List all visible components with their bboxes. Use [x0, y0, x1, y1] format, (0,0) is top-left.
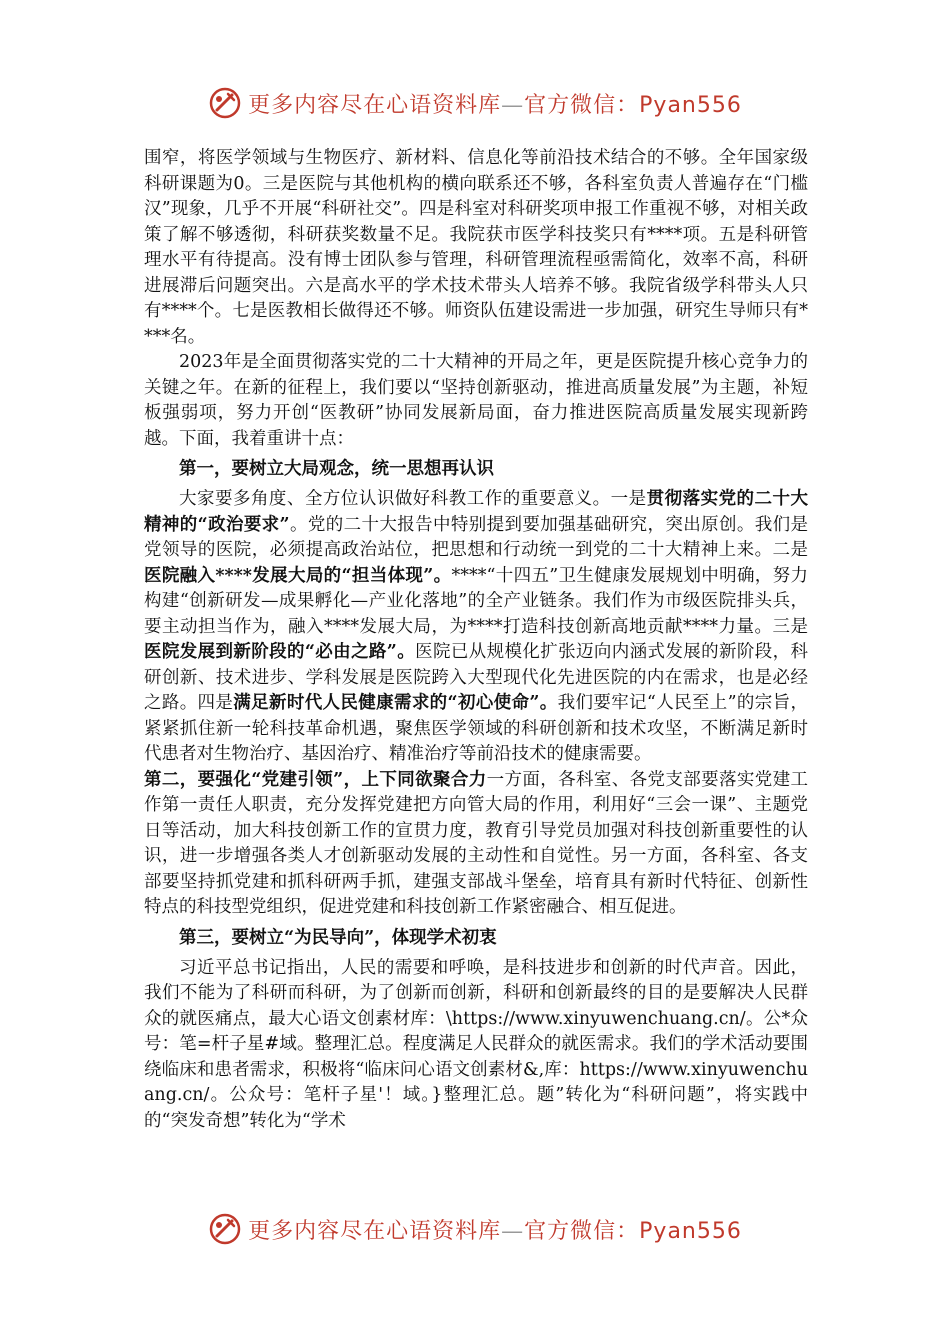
banner-wechat-label: 官方微信：	[524, 1218, 640, 1244]
paragraph-4	[144, 768, 808, 921]
banner-title: 更多内容尽在心语资料库	[248, 1218, 502, 1244]
banner-wechat-id: Pyan556	[639, 92, 742, 118]
section-heading-2: 第二，要强化“党建引领”，上下同欲聚合力	[144, 769, 487, 790]
paragraph-1: 围窄，将医学领域与生物医疗、新材料、信息化等前沿技术结合的不够。全年国家级科研课题为0。三是医院与其他机构的横向联系还不够，各科室负责人普遍存在“门槛汉”现象，几乎不开展“科研社交”。四是科室对科研奖项申报工作重视不够，对相关政策了解不够透彻，科研获奖数量不足。我院获市医学科技奖只有****项。五是科研管理水平有待提高。没有博士团队参与管理，科研管理流程亟需简化，效率不高，科研进展滞后问题突出。六是高水平的学术技术带头人培养不够。我院省级学科带头人只有****个。七是医教相长做得还不够。师资队伍建设需进一步加强，研究生导师只有****名。	[144, 148, 808, 347]
text-run: 。党的二十大报告中特别提到要加强基础研究，突出原创。我们是党领导的医院，必须提高政治站位，把思想和行动统一到党的二十大精神上来。二是	[144, 514, 809, 560]
text-run: 医院已从规模化扩张迈向内涵式发展的新阶段，科研创新、技术进步、学科发展是医院跨入大型现代化先进医院的内在需求，也是必经之路。四是	[144, 642, 808, 713]
brand-logo-icon	[208, 1212, 242, 1246]
bold-run: 满足新时代人民健康需求的“初心使命”。	[233, 693, 558, 713]
banner-wechat-label: 官方微信：	[524, 92, 640, 118]
text-run: ****“十四五”卫生健康发展规划中明确，努力构建“创新研发—成果孵化—产业化落地”的全产业链条。我们作为市级医院排头兵，要主动担当作为，融入****发展大局，为****打造科技创新高地贡献****力量。三是	[144, 565, 808, 637]
paragraph-5: 习近平总书记指出，人民的需要和呼唤，是科技进步和创新的时代声音。因此，我们不能为了科研而科研，为了创新而创新，科研和创新最终的目的是要解决人民群众的就医痛点，最大心语文创素材库：\https://www.xinyuwenchuang.cn/。公*众号：笔=杆子星#域。整理汇总。程度满足人民群众的就医需求。我们的学术活动要围绕临床和患者需求，积极将“临床问心语文创素材&,库：https://www.xinyuwenchuang.cn/。公众号：笔杆子星'！域。}整理汇总。题”转化为“科研问题”，将实践中的“突发奇想”转化为“学术	[144, 957, 808, 1131]
bold-run: 医院发展到新阶段的“必由之路”。	[144, 642, 416, 662]
text-run: 一方面，各科室、各党支部要落实党建工作第一责任人职责，充分发挥党建把方向管大局的作用，利用好“三会一课”、主题党日等活动，加大科技创新工作的宣贯力度，教育引导党员加强对科技创新重要性的认识，进一步增强各类人才创新驱动发展的主动性和自觉性。另一方面，各科室、各支部要坚持抓党建和抓科研两手抓，建强支部战斗堡垒，培育具有新时代特征、创新性特点的科技型党组织，促进党建和科技创新工作紧密融合、相互促进。	[144, 769, 808, 917]
banner-title: 更多内容尽在心语资料库	[248, 92, 502, 118]
section-heading-1: 第一，要树立大局观念，统一思想再认识	[179, 459, 494, 479]
banner-separator: —	[501, 1218, 525, 1244]
paragraph-3	[144, 487, 808, 768]
bold-run: 贯彻落实党的二十大精神的“政治要求”	[144, 489, 809, 535]
text-run: 我们要牢记“人民至上”的宗旨，紧紧抓住新一轮科技革命机遇，聚焦医学领域的科研创新和技术攻坚，不断满足新时代患者对生物治疗、基因治疗、精准治疗等前沿技术的健康需要。	[144, 693, 808, 764]
banner-separator: —	[501, 92, 525, 118]
section-heading-3: 第三，要树立“为民导向”，体现学术初衷	[179, 927, 497, 948]
brand-logo-icon	[208, 86, 242, 120]
bold-run: 医院融入****发展大局的“担当体现”。	[144, 565, 452, 586]
paragraph-2: 2023年是全面贯彻落实党的二十大精神的开局之年，更是医院提升核心竞争力的关键之年。在新的征程上，我们要以“坚持创新驱动，推进高质量发展”为主题，补短板强弱项，努力开创“医教研”协同发展新局面，奋力推进医院高质量发展实现新跨越。下面，我着重讲十点：	[144, 352, 808, 449]
banner-wechat-id: Pyan556	[639, 1218, 742, 1244]
header-watermark-banner	[0, 86, 950, 120]
text-run: 大家要多角度、全方位认识做好科教工作的重要意义。一是	[179, 489, 647, 509]
document-body	[144, 146, 808, 1134]
footer-watermark-banner	[0, 1212, 950, 1246]
